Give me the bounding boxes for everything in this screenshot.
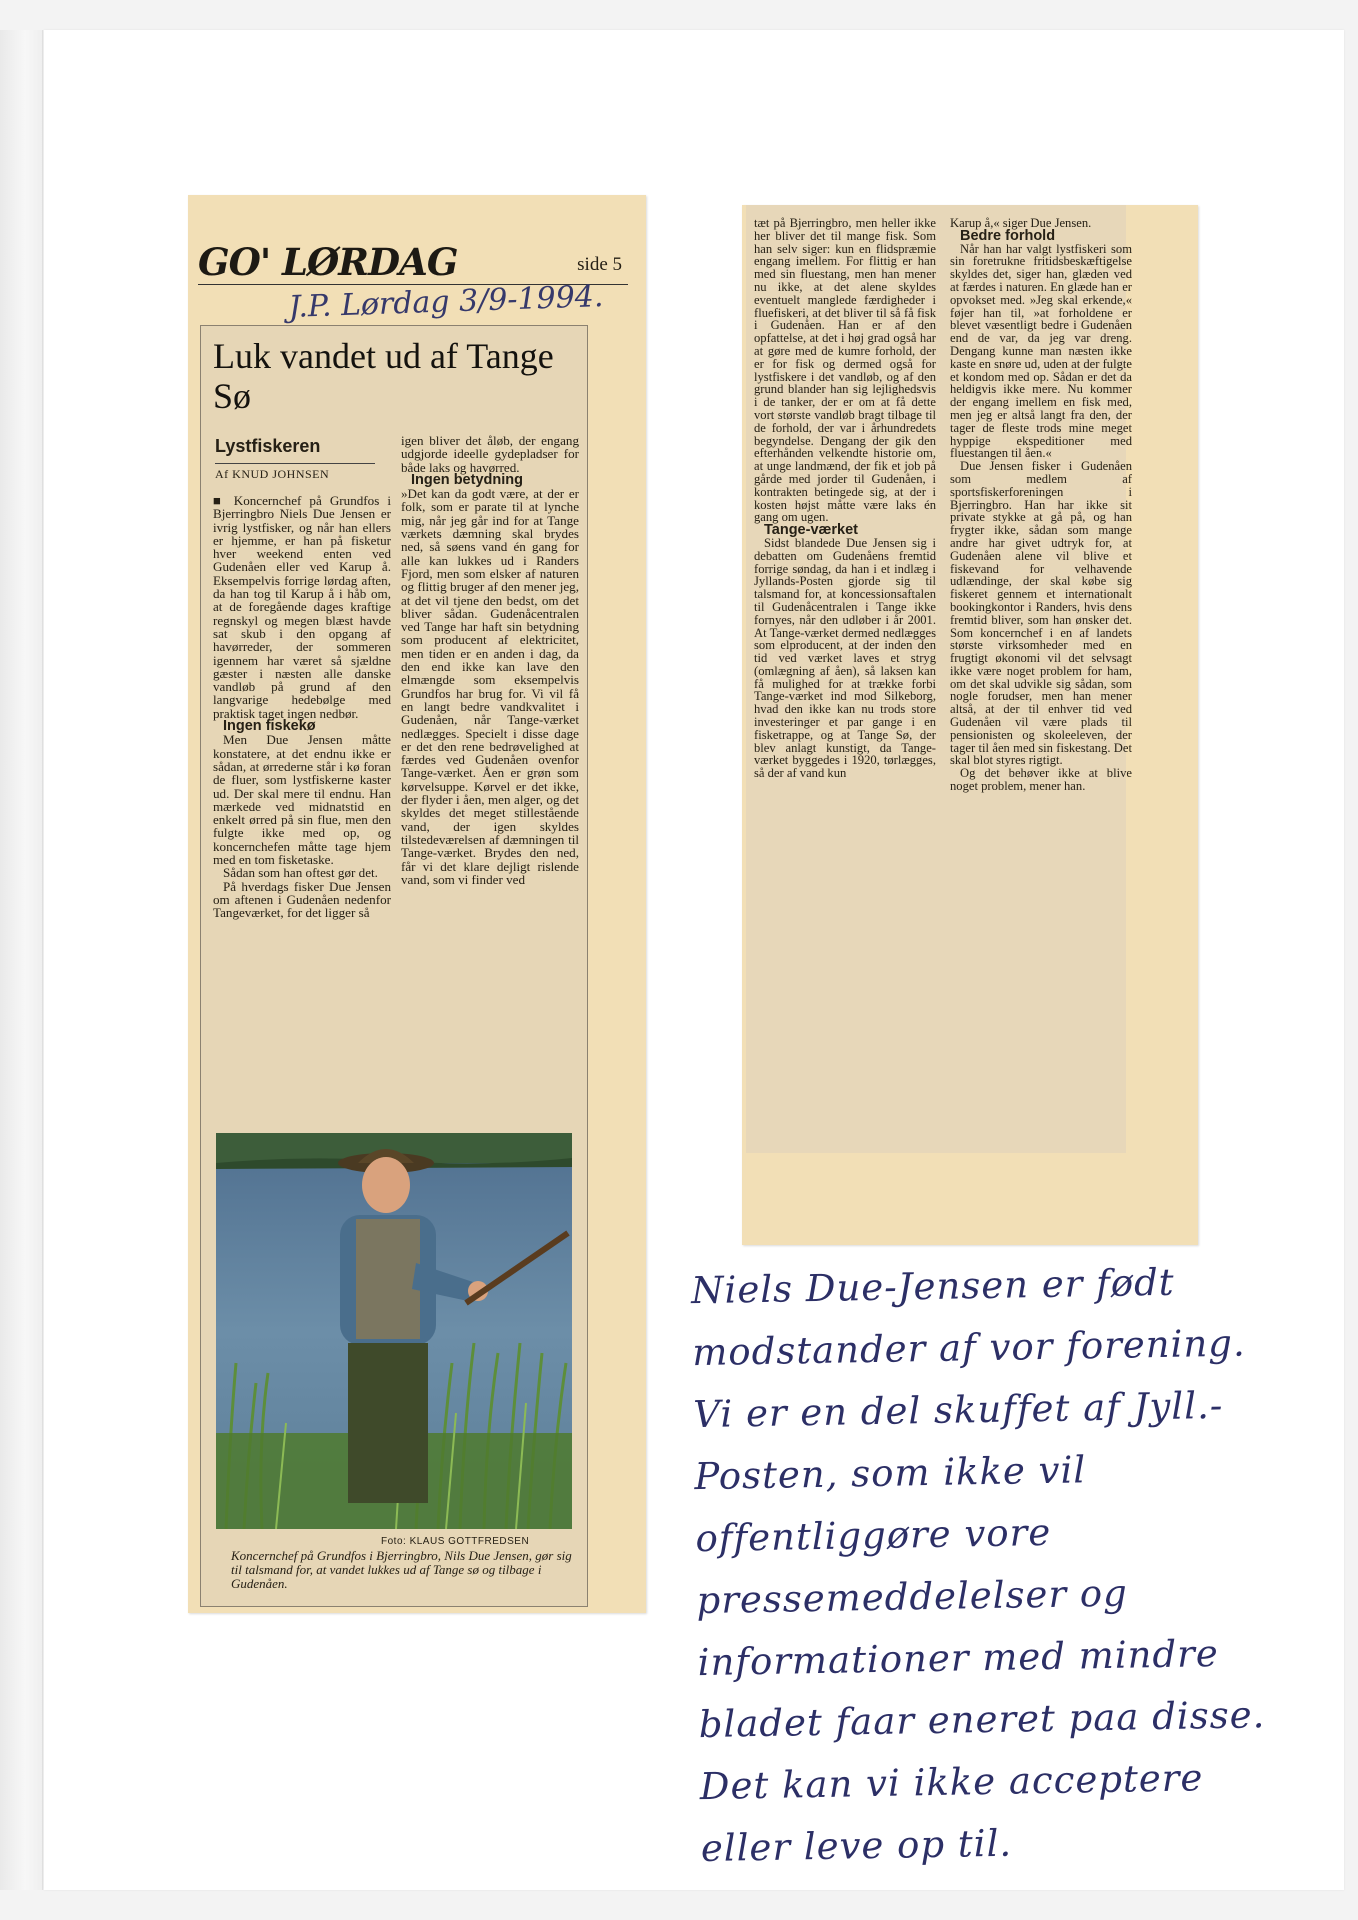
paragraph: Karup å,« siger Due Jensen. [950,216,1092,230]
handwritten-note: Niels Due-Jensen er født modstander af vor forening. Vi er en del skuffet af Jyll.-Posten, som ikke vil offentliggøre vore pressemeddelelser og informationer med mindre bladet faar eneret paa disse. Det kan vi ikke acceptere eller leve op til. [690,1260,1266,1871]
paragraph: tæt på Bjerringbro, men heller ikke her bliver det til mange fisk. Som han selv siger: kun en flidspræmie engang imellem. For flittig er han med sin fluestang, men han mener nu ikke, at det alene skyldes eventuelt manglede færdigheder i fluefiskeri, at det bliver til så få fisk i Gudenåen. Han er af den opfattelse, at det i høj grad også har at gøre med de kumre forhold, der er for fisk og dermed også for lystfiskere i det vandløb, og af den grund blander han sig lejlighedsvis i de tanker, der er om at få dette vort største vandløb bragt tilbage til de forhold, der var i århundredets begyndelse. Dengang der gik den efterhånden velkendte historie om, at unge landmænd, der fik et job på gårde med jorder til Gudenåen, i kontrakten betingede sig, at der i kosten højst måtte være laks én gang om ugen. [754,216,936,525]
subheading: Bedre forhold [960,227,1056,244]
paragraph: Og det behøver ikke at blive noget problem, mener han. [950,766,1132,794]
photo-caption: Koncernchef på Grundfos i Bjerringbro, Nils Due Jensen, gør sig til talsmand for, at vandet lukkes ud af Tange sø og tilbage i Gudenåen. [231,1548,572,1591]
paragraph: Due Jensen fisker i Gudenåen som medlem af sportsfiskerforeningen i Bjerringbro. Han har ikke sit private stykke at gå på, og han frygter ikke, sådan som mange andre har givet udtryk for, at Gudenåen alene vil blive et fiskevand for velhavende udlændinge, der skal købe sig fiskeret gennem et internationalt bookingkontor i Randers, hvis dens fremtid bliver, som han ønsker det. Som koncernchef i en af landets største virksomheder med en frugtigt økonomi vil det selvsagt ikke være noget problem for ham, om det skal udvikle sig sådan, som nogle forudser, men han mener altså, at der til enhver tid ved Gudenåen vil være plads til pensionisten og skoleeleven, der tager til åen med sin fiskestang. Det skal blot styres rigtigt. [950,459,1132,768]
article-column-3 [754,217,936,780]
headline: Luk vandet ud af Tange Sø [213,336,554,416]
section-label: Lystfiskeren [215,436,321,456]
paragraph: »Det kan da godt være, at der er folk, som er parate til at lynche mig, når jeg går ind for at Tange værkets dæmning skal brydes ned, så søens vand én gang for alle kan lukkes ud i Randers Fjord, men som elsker af naturen og flittig bruger af den mener jeg, at det vil tjene den bedst, om det bliver sådan. Gudenåcentralen ved Tange har haft sin betydning som producent af elektricitet, men tiden er en anden i dag, da den end ikke kan lave den elmængde som eksempelvis Grundfos har brug for. Vi vil få en langt bedre vandkvalitet i Gudenåen, når Tange-værket nedlægges. Specielt i disse dage er det den rene bedrøvelighed at færdes ved Gudenåen ovenfor Tange-værket. Åen er grøn som kørvelsuppe. Kørvel er det ikke, der flyder i åen, men alger, og det skyldes det meget stillestående vand, der igen skyldes tilstedeværelsen af dæmningen til Tange-værket. Brydes den ned, får vi det klare dejligt rislende vand, som vi finder ved [401,486,579,887]
fisherman-illustration [216,1133,572,1529]
paragraph: ■ Koncernchef på Grundfos i Bjerringbro Niels Due Jensen er ivrig lystfisker, og når han ellers er hjemme, er han på fisketur hver weekend enten ved Gudenåen eller ved Karup å. Eksempelvis forrige lørdag aften, da han tog til Karup å i håb om, at de foregående dages kraftige regnskyl og megen blæst havde sat skub i den opgang af havørreder, der sommeren igennem har været så sjældne gæster i næsten alle danske vandløb på grund af den langvarige hedebølge med praktisk taget ingen nedbør. [213,493,391,721]
masthead-title: GO' LØRDAG [198,240,458,284]
paragraph: Når han har valgt lystfiskeri som sin foretrukne fritidsbeskæftigelse skyldes det, siger han, glæden ved at færdes i naturen. En glæde han er opvokset med. »Jeg skal erkende,« føjer han til, »at forholdene er blevet væsentligt bedre i Gudenåen end de var, da jeg var dreng. Dengang kunne man næsten ikke kaste en snøre ud, uden at der fulgte et kondom med op. Sådan er det da heldigvis ikke mere. Nu kommer der engang imellem en fisk med, men jeg er altså langt fra den, der tager de fleste trods mine meget hyppige ekspeditioner med fluestangen til åen.« [950,241,1132,461]
continuation-panel [746,205,1132,1153]
subheading: Tange-værket [764,522,859,539]
handwritten-date: J.P. Lørdag 3/9-1994. [288,279,604,325]
byline: Af KNUD JOHNSEN [215,463,375,482]
paragraph: På hverdags fisker Due Jensen om aftenen i Gudenåen nedenfor Tangeværket, for det ligger så [213,878,391,921]
newspaper-clipping-left [188,195,646,1613]
article-column-2 [401,434,579,886]
newspaper-clipping-right [742,205,1198,1245]
fisherman-photo [216,1133,572,1529]
subheading: Ingen fiskekø [223,718,316,735]
page-number: side 5 [577,254,622,275]
paragraph: Sådan som han oftest gør det. [223,865,378,881]
paragraph: Sidst blandede Due Jensen sig i debatten om Gudenåens fremtid forrige søndag, da han i et indlæg i Jyllands-Posten gjorde sig til talsmand for, at koncessionsaftalen til Gudenåcentralen i Tange ikke fornyes, når den udløber i år 2001. At Tange-værket dermed nedlægges som elproducent, at der inden den tid ved værket laves et stryg (omlægning af åen), så laksen kan få mulighed for at trække forbi Tange-værket ind mod Silkeborg, hvad den ikke kan nu trods store investeringer et par gange i en fisketrappe, og at Tange Sø, der blev anlagt kunstigt, da Tange-værket byggedes i 1920, tørlægges, så der af vand kun [754,535,936,781]
paragraph: igen bliver det åløb, der engang udgjorde ideelle gydepladser for både laks og havørred. [401,433,579,475]
photo-credit: Foto: KLAUS GOTTFREDSEN [381,1536,530,1547]
subheading: Ingen betydning [411,471,523,488]
article-box [200,325,588,1607]
article-column-4 [950,217,1132,793]
article-column-1 [213,494,391,920]
paragraph: Men Due Jensen måtte konstatere, at det endnu ikke er sådan, at ørrederne står i kø foran de fluer, som lystfiskerne kaster ud. Der skal mere til endnu. Han mærkede ved midnatstid en enkelt ørred på sin flue, men den fulgte ikke med op, og koncernchefen måtte tage hjem med en tom fisketaske. [213,732,391,868]
masthead [198,240,628,285]
sleeve-edge [0,30,43,1890]
